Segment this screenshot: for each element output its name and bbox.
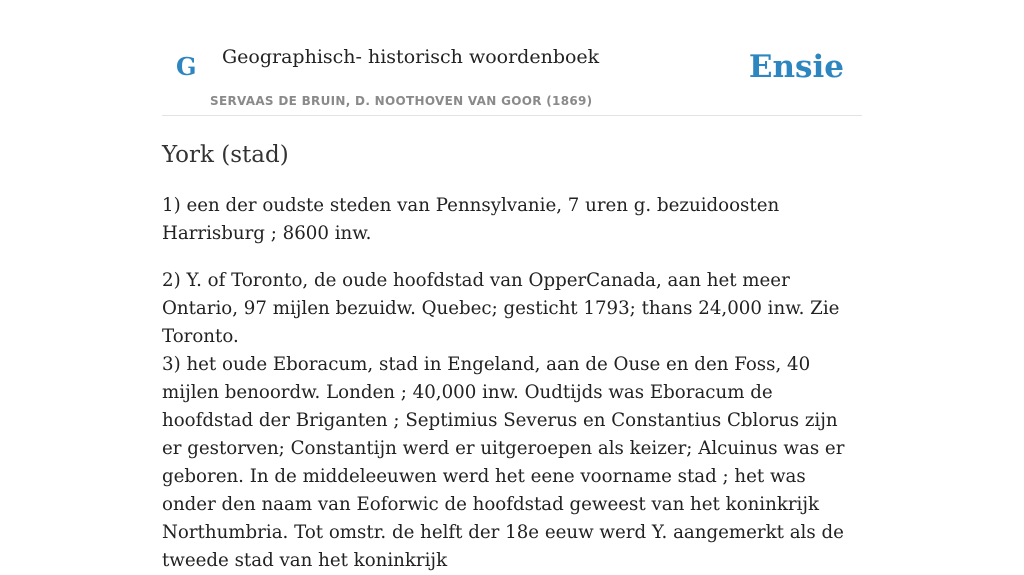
book-author: SERVAAS DE BRUIN, D. NOOTHOVEN VAN GOOR (1869): [210, 94, 593, 108]
entry-content: [162, 138, 852, 575]
entry-paragraph: 3) het oude Eboracum, stad in Engeland, aan de Ouse en den Foss, 40 mijlen benoordw. Londen ; 40,000 inw. Oudtijds was Eboracum de hoofdstad der Briganten ; Septimius Severus en Constantius Cblorus zijn er gestorven; Constantijn werd er uitgeroepen als keizer; Alcuinus was er geboren. In de middeleeuwen werd het eene voorname stad ; het was onder den naam van Eoforwic de hoofdstad geweest van het koninkrijk Northumbria. Tot omstr. de helft der 18e eeuw werd Y. aangemerkt als de tweede stad van het koninkrijk: [162, 354, 845, 571]
book-title[interactable]: Geographisch- historisch woordenboek: [222, 46, 600, 68]
entry-paragraph: 2) Y. of Toronto, de oude hoofdstad van OpperCanada, aan het meer Ontario, 97 mijlen bezuidw. Quebec; gesticht 1793; thans 24,000 inw. Zie Toronto.: [162, 270, 840, 347]
header: [162, 0, 862, 116]
entry-paragraph: 1) een der oudste steden van Pennsylvanie, 7 uren g. bezuidoosten Harrisburg ; 8600 inw.: [162, 195, 780, 244]
book-icon[interactable]: G: [176, 52, 197, 81]
entry-title: York (stad): [162, 142, 289, 168]
ensie-logo[interactable]: Ensie: [748, 49, 844, 85]
